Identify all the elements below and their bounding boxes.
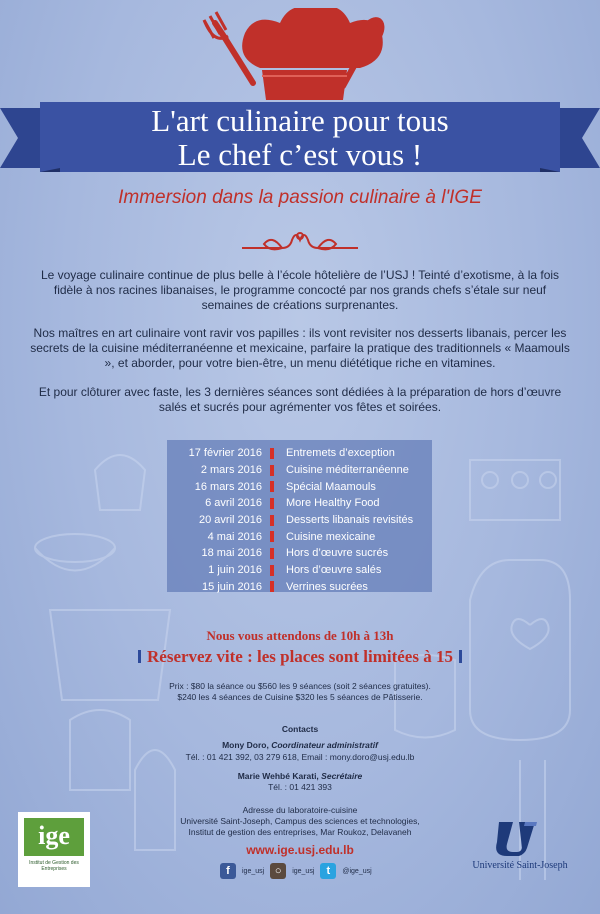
intro-paragraph-1: Le voyage culinaire continue de plus belle à l’école hôtelière de l’USJ ! Teinté d’exotisme, à la fois fidèle à nos racines libanaises, le programme concocté par nos grands chefs s’étale sur neuf semaines de créations surprenantes. <box>40 268 560 312</box>
schedule-date: 17 février 2016 <box>188 447 262 460</box>
schedule-table <box>167 440 432 592</box>
schedule-event: Entremets d’exception <box>286 447 395 460</box>
schedule-bullet <box>270 531 274 542</box>
contacts-heading: Contacts <box>281 724 319 734</box>
reserve-text: Réservez vite : les places sont limitées à 15 <box>147 647 453 666</box>
opening-hours: Nous vous attendons de 10h à 13h <box>206 628 394 643</box>
ige-logo <box>18 812 90 887</box>
schedule-event: Hors d’œuvre sucrés <box>286 547 389 560</box>
schedule-event: Cuisine méditerranéenne <box>286 464 409 477</box>
schedule-row <box>167 478 432 495</box>
schedule-date: 16 mars 2016 <box>194 480 262 493</box>
schedule-event: Spécial Maamouls <box>286 480 376 493</box>
schedule-bullet <box>270 481 274 492</box>
price-line-2: $240 les 4 séances de Cuisine $320 les 5 séances de Pâtisserie. <box>177 692 423 702</box>
schedule-bullet <box>270 548 274 559</box>
intro-paragraph-3: Et pour clôturer avec faste, les 3 dernières séances sont dédiées à la préparation de hors d’œuvre salés et sucrés pour agrémenter vos fêtes et soirées. <box>38 385 562 414</box>
price-line-1: Prix : $80 la séance ou $560 les 9 séances (soit 2 séances gratuites). <box>169 681 431 691</box>
instagram-icon[interactable]: ○ <box>270 863 286 879</box>
usj-emblem-icon <box>495 820 539 856</box>
intro-paragraph-2: Nos maîtres en art culinaire vont ravir vos papilles : ils vont revisiter nos desserts libanais, percer les secrets de la cuisine méditerranéenne et mexicaine, parfaire la pratique des traditionnels « Maamouls », et aborder, pour votre bien-être, un menu diététique riche en vitamines. <box>30 326 570 370</box>
title-line-1: L'art culinaire pour tous <box>151 103 449 138</box>
contact-1-person: Mony Doro, <box>222 740 269 750</box>
schedule-date: 18 mai 2016 <box>201 547 262 560</box>
contact-1-phone: Tél. : 01 421 392, 03 279 618, Email : mony.doro@usj.edu.lb <box>185 752 415 762</box>
schedule-event: Hors d’œuvre salés <box>286 564 382 577</box>
title-line-2: Le chef c’est vous ! <box>177 137 423 172</box>
contact-2-name <box>0 771 600 782</box>
reserve-bar-right <box>459 650 462 663</box>
ornament-divider-icon <box>240 228 360 258</box>
schedule-date: 6 avril 2016 <box>205 497 262 510</box>
schedule-date: 4 mai 2016 <box>207 530 262 543</box>
schedule-event: Desserts libanais revisités <box>286 514 414 527</box>
schedule-row <box>167 512 432 529</box>
schedule-bullet <box>270 581 274 592</box>
twitter-icon[interactable]: t <box>320 863 336 879</box>
schedule-row <box>167 445 432 462</box>
schedule-date: 20 avril 2016 <box>199 514 262 527</box>
schedule-event: More Healthy Food <box>286 497 380 510</box>
reservation-notice <box>0 647 600 667</box>
schedule-date: 1 juin 2016 <box>208 564 262 577</box>
schedule-date: 2 mars 2016 <box>200 464 262 477</box>
social-handle[interactable]: ige_usj <box>242 867 265 875</box>
schedule-bullet <box>270 465 274 476</box>
schedule-bullet <box>270 565 274 576</box>
subtitle: Immersion dans la passion culinaire à l'IGE <box>118 187 482 208</box>
lab-address-line-2: Institut de gestion des entreprises, Mar Roukoz, Delavaneh <box>188 827 412 837</box>
page-title <box>60 104 540 172</box>
social-handle[interactable]: @ige_usj <box>342 867 372 875</box>
lab-address-line-1: Université Saint-Joseph, Campus des sciences et technologies, <box>180 816 420 826</box>
chef-hat-icon <box>190 8 410 108</box>
ige-logo-caption: Institut de Gestion des Entreprises <box>29 860 79 872</box>
contact-2-person: Marie Wehbé Karati, <box>237 771 319 781</box>
usj-logo <box>455 820 585 880</box>
schedule-row <box>167 562 432 579</box>
schedule-row <box>167 545 432 562</box>
schedule-event: Cuisine mexicaine <box>286 530 376 543</box>
schedule-row <box>167 579 432 596</box>
contact-2-phone: Tél. : 01 421 393 <box>268 782 332 792</box>
schedule-rows <box>167 440 432 595</box>
schedule-row <box>167 462 432 479</box>
schedule-row <box>167 495 432 512</box>
schedule-bullet <box>270 498 274 509</box>
schedule-bullet <box>270 515 274 526</box>
schedule-date: 15 juin 2016 <box>202 580 262 593</box>
lab-address-heading: Adresse du laboratoire-cuisine <box>242 805 358 815</box>
social-handle[interactable]: ige_usj <box>292 867 315 875</box>
contact-1-role: Coordinateur administratif <box>271 740 378 750</box>
schedule-bullet <box>270 448 274 459</box>
contact-1-name <box>0 740 600 751</box>
social-links <box>220 860 380 882</box>
ige-logo-letters: ige <box>24 818 84 856</box>
facebook-icon[interactable]: f <box>220 863 236 879</box>
website-link[interactable]: www.ige.usj.edu.lb <box>246 843 354 857</box>
reserve-bar-left <box>138 650 141 663</box>
contact-2-role: Secrétaire <box>321 771 363 781</box>
usj-logo-name: Université Saint-Joseph <box>472 860 568 871</box>
schedule-row <box>167 528 432 545</box>
schedule-event: Verrines sucrées <box>286 580 368 593</box>
